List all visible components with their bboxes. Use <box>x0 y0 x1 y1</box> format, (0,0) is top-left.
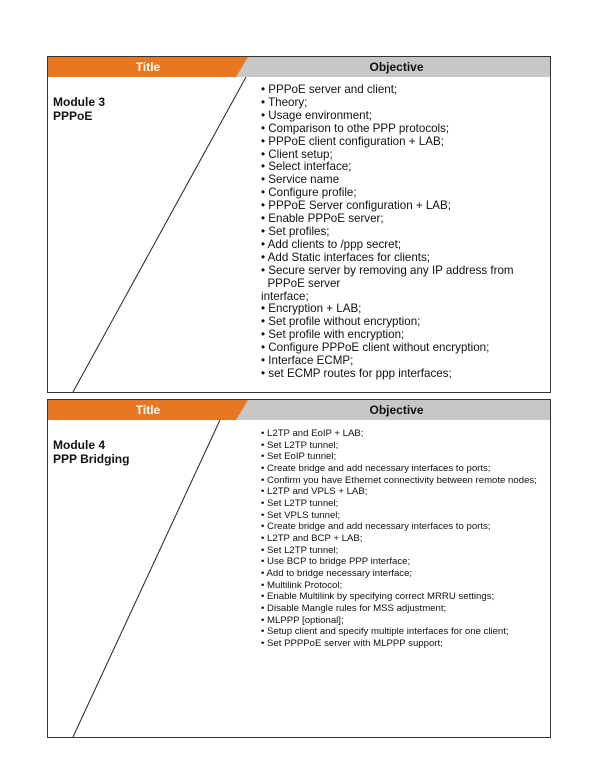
objective-item: • L2TP and BCP + LAB; <box>261 532 363 544</box>
module-3-table <box>47 56 551 393</box>
objective-item: • Encryption + LAB; <box>261 302 362 316</box>
objective-column-header: Objective <box>369 60 424 74</box>
objective-item: • Set PPPPoE server with MLPPP support; <box>261 637 443 649</box>
module-topic: PPP Bridging <box>53 452 130 466</box>
objective-item: • Interface ECMP; <box>261 354 354 368</box>
objective-item: • Add to bridge necessary interface; <box>261 567 413 579</box>
module-4-table <box>47 399 551 738</box>
objective-item: • Configure profile; <box>261 186 357 200</box>
objective-item: • Multilink Protocol; <box>261 579 343 591</box>
objective-item: • Set L2TP tunnel; <box>261 544 339 556</box>
objective-item: • Enable Multilink by specifying correct MRRU settings; <box>261 591 495 603</box>
objective-item: • PPPoE server and client; <box>261 83 398 96</box>
objective-item: • Theory; <box>261 95 308 109</box>
objective-item: • Set profiles; <box>261 224 330 238</box>
objective-item: • L2TP and EoIP + LAB; <box>261 428 364 439</box>
objective-item: interface; <box>261 289 309 303</box>
objective-item: • Secure server by removing any IP address from <box>261 263 514 277</box>
objective-item: • Create bridge and add necessary interfaces to ports; <box>261 521 491 533</box>
module-topic: PPPoE <box>53 109 93 123</box>
objective-item: • MLPPP [optional]; <box>261 614 344 626</box>
objective-item: • Confirm you have Ethernet connectivity between remote nodes; <box>261 474 537 486</box>
table-body <box>48 420 550 737</box>
title-column-header: Title <box>135 403 161 417</box>
objective-item: • Comparison to othe PPP protocols; <box>261 121 450 135</box>
objective-item: • set ECMP routes for ppp interfaces; <box>261 366 452 380</box>
objective-item: • Use BCP to bridge PPP interface; <box>261 556 411 568</box>
module-name <box>53 438 129 466</box>
objective-item: • Create bridge and add necessary interfaces to ports; <box>261 462 491 474</box>
table-header <box>48 57 550 77</box>
objective-item: • Set L2TP tunnel; <box>261 497 339 509</box>
title-column-header: Title <box>135 60 161 74</box>
objective-item: • Set profile with encryption; <box>261 328 405 342</box>
objective-item: • Set EoIP tunnel; <box>261 451 337 463</box>
objective-item: PPPoE server <box>261 276 341 290</box>
table-header <box>48 400 550 420</box>
module-number: Module 3 <box>53 95 106 109</box>
objective-column-header: Objective <box>369 403 424 417</box>
objective-item: • Client setup; <box>261 147 333 161</box>
objective-item: • Add clients to /ppp secret; <box>261 237 402 251</box>
objective-item: • Configure PPPoE client without encryption; <box>261 341 490 355</box>
objective-item: • Set L2TP tunnel; <box>261 439 339 451</box>
objective-item: • PPPoE Server configuration + LAB; <box>261 199 451 213</box>
objective-item: • Set VPLS tunnel; <box>261 509 341 521</box>
table-body <box>48 77 550 392</box>
objective-item: • L2TP and VPLS + LAB; <box>261 486 368 498</box>
objective-item: • Usage environment; <box>261 108 373 122</box>
objective-item: • Add Static interfaces for clients; <box>261 250 431 264</box>
objective-item: • Setup client and specify multiple interfaces for one client; <box>261 626 509 638</box>
module-name <box>53 95 105 123</box>
objective-item: • Enable PPPoE server; <box>261 212 384 226</box>
objective-item: • PPPoE client configuration + LAB; <box>261 134 444 148</box>
objective-item: • Select interface; <box>261 160 352 174</box>
module-number: Module 4 <box>53 438 106 452</box>
objective-item: • Disable Mangle rules for MSS adjustment; <box>261 602 447 614</box>
objective-item: • Service name <box>261 173 340 187</box>
objectives-list <box>261 84 546 381</box>
objectives-list <box>261 428 551 649</box>
objective-item: • Set profile without encryption; <box>261 315 421 329</box>
